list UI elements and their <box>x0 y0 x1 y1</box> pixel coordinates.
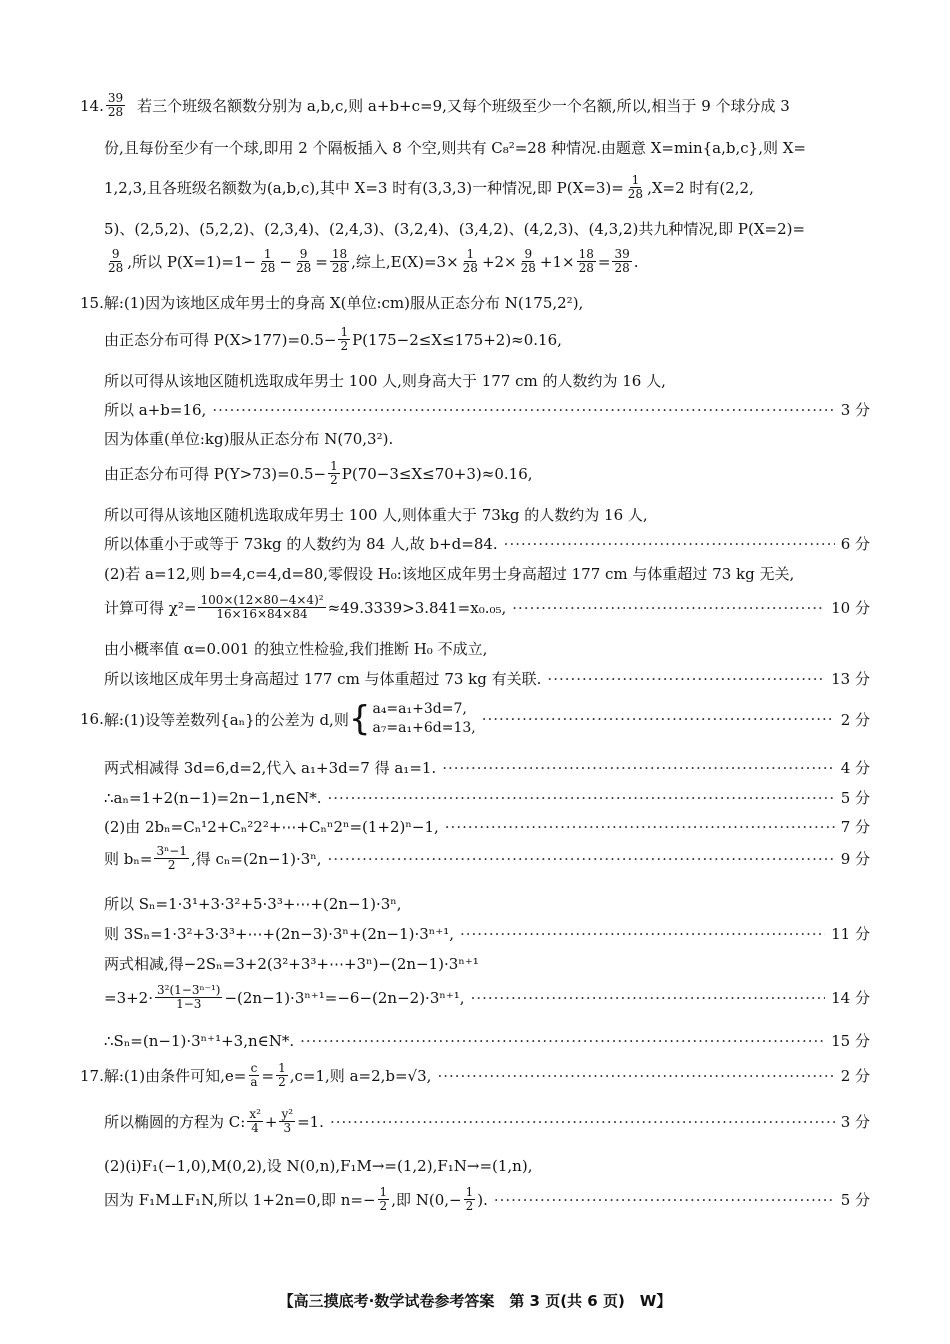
q17-line-2: 所以椭圆的方程为 C: $\frac{\text{x²}}{4}$ + $\frac{\text{y²}}{3}$ =1. ····· 3 分 <box>104 1108 870 1135</box>
q16-line-9: =3+2· $\frac{\text{3²(1−3ⁿ⁻¹)}}{1-3}$ −(2n−1)·3ⁿ⁺¹=−6−(2n−2)·3ⁿ⁺¹, ····· 14 分 <box>104 984 870 1011</box>
q15-line-6: 由正态分布可得 P(Y>73)=0.5− $\frac{1}{2}$ P(70−3≤X≤70+3)≈0.16, <box>104 459 533 487</box>
score: 13 分 <box>831 670 870 688</box>
score: 4 分 <box>840 759 870 777</box>
score: 14 分 <box>831 989 870 1007</box>
q15-line-11: 由小概率值 α=0.001 的独立性检验,我们推断 H₀ 不成立, <box>104 640 488 658</box>
q16-line-7: 则 3Sₙ=1·3²+3·3³+⋯+(2n−3)·3ⁿ+(2n−1)·3ⁿ⁺¹, ····· 11 分 <box>104 923 870 944</box>
text: 若三个班级名额数分别为 a,b,c,则 a+b+c=9,又每个班级至少一个名额,所以,相当于 9 个球分成 3 <box>137 97 790 115</box>
q15-line-2: 由正态分布可得 P(X>177)=0.5− $\frac{1}{2}$ P(175−2≤X≤175+2)≈0.16, <box>104 325 562 353</box>
score: 15 分 <box>831 1032 870 1050</box>
equation-system: { a₄=a₁+3d=7, a₇=a₁+6d=13, <box>348 699 476 739</box>
q16-line-5: 则 bₙ= $\frac{\text{3ⁿ−1}}{2}$ ,得 cₙ=(2n−1)·3ⁿ, ····· 9 分 <box>104 845 870 872</box>
question-number: 16. <box>80 710 104 728</box>
score: 9 分 <box>840 850 870 868</box>
score: 7 分 <box>840 818 870 836</box>
q15-line-9: (2)若 a=12,则 b=4,c=4,d=80,零假设 H₀:该地区成年男士身高超过 177 cm 与体重超过 73 kg 无关, <box>104 565 795 583</box>
score: 5 分 <box>840 1191 870 1209</box>
q15-line-3: 所以可得从该地区随机选取成年男士 100 人,则身高大于 177 cm 的人数约为 16 人, <box>104 372 666 390</box>
q16-line-3: ∴aₙ=1+2(n−1)=2n−1,n∈N*. ····· 5 分 <box>104 787 870 808</box>
question-number: 15. <box>80 293 104 312</box>
q14-line-3: 1,2,3,且各班级名额数为(a,b,c),其中 X=3 时有(3,3,3)一种情况,即 P(X=3)= $\frac{1}{28}$ ,X=2 时有(2,2, <box>104 173 754 201</box>
answer-fraction: $\frac{39}{28}$ <box>107 91 124 119</box>
score: 2 分 <box>840 710 870 729</box>
q15-line-5: 因为体重(单位:kg)服从正态分布 N(70,3²). <box>104 430 394 448</box>
leader-dots <box>212 401 834 419</box>
q16-line-2: 两式相减得 3d=6,d=2,代入 a₁+3d=7 得 a₁=1. ····· 4 分 <box>104 757 870 778</box>
score: 2 分 <box>840 1067 870 1085</box>
q14-line-5: $\frac{9}{28}$ ,所以 P(X=1)=1− $\frac{1}{28}$ − $\frac{9}{28}$ = $\frac{18}{28}$ ,综上,E(X)=3× $\frac{1}{28}$ +2× $\frac{9}{28}$ +1× $\frac{18}{28}$ = $\frac{39}{28}$ . <box>108 247 639 275</box>
score: 5 分 <box>840 789 870 807</box>
score: 11 分 <box>831 925 870 943</box>
q14-line-1 <box>80 92 870 119</box>
q16-line-1: 16. 解:(1)设等差数列{aₙ}的公差为 d,则 { a₄=a₁+3d=7, a₇=a₁+6d=13, ····· 2 分 <box>80 700 870 738</box>
q14-line-2: 份,且每份至少有一个球,即用 2 个隔板插入 8 个空,则共有 C₈²=28 种情况.由题意 X=min{a,b,c},则 X= <box>104 139 806 157</box>
page-footer: 【高三摸底考·数学试卷参考答案 第 3 页(共 6 页) W】 <box>278 1292 672 1310</box>
q16-line-10: ∴Sₙ=(n−1)·3ⁿ⁺¹+3,n∈N*. ····· 15 分 <box>104 1030 870 1051</box>
q17-line-4: 因为 F₁M⊥F₁N,所以 1+2n=0,即 n=− $\frac{1}{2}$ ,即 N(0,− $\frac{1}{2}$ ). ····· 5 分 <box>104 1186 870 1213</box>
score: 3 分 <box>840 1113 870 1131</box>
question-number: 17. <box>80 1066 104 1085</box>
q15-line-10: 计算可得 χ²= $\frac{\text{100×(12×80−4×4)²}}{16\times 16\times 84\times 84}$ ≈49.3339>3.841=x₀.₀₅, ····· 10 分 <box>104 594 870 621</box>
q15-line-8: 所以体重小于或等于 73kg 的人数约为 84 人,故 b+d=84. ····· 6 分 <box>104 533 870 554</box>
score: 6 分 <box>840 535 870 553</box>
q17-line-3: (2)(ⅰ)F₁(−1,0),M(0,2),设 N(0,n),F₁M→=(1,2),F₁N→=(1,n), <box>104 1157 533 1175</box>
q15-line-7: 所以可得从该地区随机选取成年男士 100 人,则体重大于 73kg 的人数约为 16 人, <box>104 506 648 524</box>
question-number: 14. <box>80 96 104 115</box>
q15-line-12: 所以该地区成年男士身高超过 177 cm 与体重超过 73 kg 有关联. ····· 13 分 <box>104 668 870 689</box>
q16-line-4: (2)由 2bₙ=Cₙ¹2+Cₙ²2²+⋯+Cₙⁿ2ⁿ=(1+2)ⁿ−1, ····· 7 分 <box>104 816 870 837</box>
q16-line-6: 所以 Sₙ=1·3¹+3·3²+5·3³+⋯+(2n−1)·3ⁿ, <box>104 895 402 913</box>
q15-line-4: 所以 a+b=16, ····· 3 分 <box>104 399 870 420</box>
q16-line-8: 两式相减,得−2Sₙ=3+2(3²+3³+⋯+3ⁿ)−(2n−1)·3ⁿ⁺¹ <box>104 955 479 973</box>
q14-line-4: 5)、(2,5,2)、(5,2,2)、(2,3,4)、(2,4,3)、(3,2,4)、(3,4,2)、(4,2,3)、(4,3,2)共九种情况,即 P(X=2)= <box>104 220 806 238</box>
q15-line-1: 15. 解:(1)因为该地区成年男士的身高 X(单位:cm)服从正态分布 N(175,2²), <box>80 293 584 312</box>
q17-line-1: 17. 解:(1)由条件可知,e= $\frac{c}{a}$ = $\frac{1}{2}$ ,c=1,则 a=2,b=√3, ····· 2 分 <box>80 1062 870 1089</box>
score: 3 分 <box>840 401 870 419</box>
score: 10 分 <box>831 599 870 617</box>
